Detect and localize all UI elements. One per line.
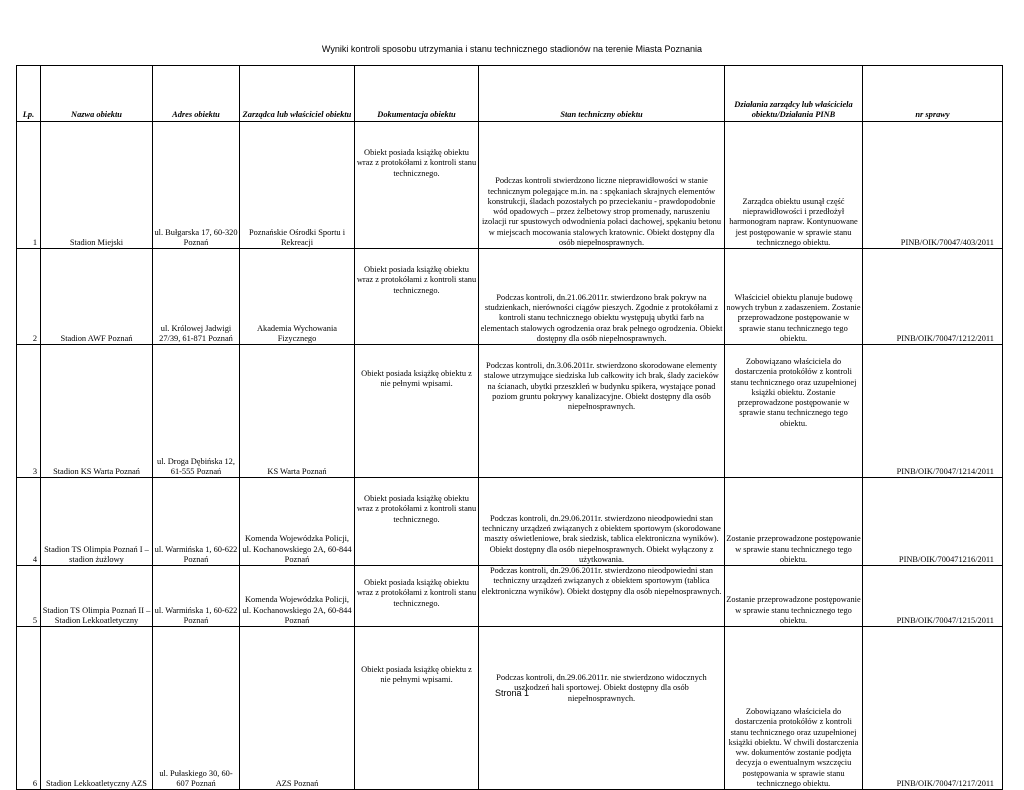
cell-actions: Zobowiązano właściciela do dostarczenia protokółów z kontroli stanu technicznego oraz uzupełnionej książki obiektu. Zostanie przeprowadzone postępowanie w sprawie stanu technicznego tego obiektu. <box>725 345 863 478</box>
cell-state: Podczas kontroli, dn.29.06.2011r. nie stwierdzono widocznych uszkodzeń hali sportowej. Obiekt dostępny dla osób niepełnosprawnych. <box>479 627 725 790</box>
table-row <box>17 627 1003 790</box>
cell-docs: Obiekt posiada książkę obiektu wraz z protokółami z kontroli stanu technicznego. <box>355 249 479 345</box>
cell-address: ul. Bułgarska 17, 60-320 Poznań <box>153 122 240 249</box>
cell-address: ul. Królowej Jadwigi 27/39, 61-871 Poznań <box>153 249 240 345</box>
cell-state: Podczas kontroli stwierdzono liczne nieprawidłowości w stanie technicznym polegające m.in. na : spękaniach skrajnych elementów konstrukcji, śladach pozostałych po przeciekaniu - prawdopodobnie wód opadowych – przez żelbetowy strop promenady, naruszeniu izolacji rur spustowych odwodnienia połaci dachowej, spękaniu betonu w miejscach mocowania stalowych kratownic. Obiekt dostępny dla osób niepełnosprawnych. <box>479 122 725 249</box>
cell-address: ul. Droga Dębińska 12, 61-555 Poznań <box>153 345 240 478</box>
cell-actions: Zostanie przeprowadzone postępowanie w sprawie stanu technicznego tego obiektu. <box>725 566 863 627</box>
cell-address: ul. Warmińska 1, 60-622 Poznań <box>153 566 240 627</box>
cell-case: PINB/OIK/70047/1215/2011 <box>863 566 1003 627</box>
cell-lp: 1 <box>17 122 41 249</box>
page-footer: Strona 1 <box>494 688 530 698</box>
cell-name: Stadion TS Olimpia Poznań I – stadion żużlowy <box>41 478 153 566</box>
table-header-row <box>17 66 1003 122</box>
cell-manager: KS Warta Poznań <box>240 345 355 478</box>
header-state: Stan techniczny obiektu <box>479 66 725 122</box>
cell-name: Stadion TS Olimpia Poznań II – Stadion Lekkoatletyczny <box>41 566 153 627</box>
inspection-table <box>16 65 1003 790</box>
cell-lp: 5 <box>17 566 41 627</box>
cell-actions: Zarządca obiektu usunął część nieprawidłowości i przedłożył harmonogram napraw. Kontynuowane jest postępowanie w sprawie stanu technicznego obiektu. <box>725 122 863 249</box>
cell-state: Podczas kontroli, dn.21.06.2011r. stwierdzono brak pokryw na studzienkach, nierówności ciągów pieszych. Zgodnie z protokółami z kontroli stanu technicznego obiektu występują ubytki farb na elementach stalowych ogrodzenia oraz brak pełnego ogrodzenia. Obiekt dostępny dla osób niepełnosprawnych. <box>479 249 725 345</box>
cell-case: PINB/OIK/70047/1217/2011 <box>863 627 1003 790</box>
cell-lp: 4 <box>17 478 41 566</box>
cell-case: PINB/OIK/70047/403/2011 <box>863 122 1003 249</box>
table-row <box>17 345 1003 478</box>
cell-case: PINB/OIK/70047/1212/2011 <box>863 249 1003 345</box>
table-row <box>17 478 1003 566</box>
cell-lp: 6 <box>17 627 41 790</box>
cell-actions: Zobowiązano właściciela do dostarczenia protokółów z kontroli stanu technicznego oraz uzupełnionej książki obiektu. W chwili dostarczenia ww. dokumentów zostanie podjęta decyzja o ewentualnym wszczęciu postępowania w sprawie stanu technicznego obiektu. <box>725 627 863 790</box>
cell-state: Podczas kontroli, dn.3.06.2011r. stwierdzono skorodowane elementy stalowe utrzymujące siedziska lub całkowity ich brak, ślady zacieków na ścianach, ubytki przeszkleń w budynku spikera, wystające ponad poziom gruntu pokrywy kanalizacyjne. Obiekt dostępny dla osób niepełnosprawnych. <box>479 345 725 478</box>
page-title: Wyniki kontroli sposobu utrzymania i stanu technicznego stadionów na terenie Miasta Poznania <box>321 44 703 54</box>
cell-lp: 2 <box>17 249 41 345</box>
cell-address: ul. Warmińska 1, 60-622 Poznań <box>153 478 240 566</box>
header-name: Nazwa obiektu <box>41 66 153 122</box>
cell-docs: Obiekt posiada książkę obiektu z nie pełnymi wpisami. <box>355 627 479 790</box>
cell-manager: Akademia Wychowania Fizycznego <box>240 249 355 345</box>
cell-name: Stadion Miejski <box>41 122 153 249</box>
header-docs: Dokumentacja obiektu <box>355 66 479 122</box>
cell-state: Podczas kontroli, dn.29.06.2011r. stwierdzono nieodpowiedni stan techniczny urządzeń związanych z obiektem sportowym (skorodowane maszty oświetleniowe, brak siedzisk, tablica elektroniczna wyników). Obiekt dostępny dla osób niepełnosprawnych. Obiekt wyłączony z użytkowania. <box>479 478 725 566</box>
table-row <box>17 566 1003 627</box>
cell-docs: Obiekt posiada książkę obiektu wraz z protokółami z kontroli stanu technicznego. <box>355 566 479 627</box>
table-row <box>17 122 1003 249</box>
cell-docs: Obiekt posiada książkę obiektu z nie pełnymi wpisami. <box>355 345 479 478</box>
cell-docs: Obiekt posiada książkę obiektu wraz z protokółami z kontroli stanu technicznego. <box>355 122 479 249</box>
header-manager: Zarządca lub właściciel obiektu <box>240 66 355 122</box>
cell-state: Podczas kontroli, dn.29.06.2011r. stwierdzono nieodpowiedni stan techniczny urządzeń związanych z obiektem sportowym (tablica elektroniczna wyników). Obiekt dostępny dla osób niepełnosprawnych. <box>479 566 725 627</box>
cell-manager: Komenda Wojewódzka Policji, ul. Kochanowskiego 2A, 60-844 Poznań <box>240 478 355 566</box>
table-row <box>17 249 1003 345</box>
cell-lp: 3 <box>17 345 41 478</box>
cell-name: Stadion Lekkoatletyczny AZS <box>41 627 153 790</box>
cell-manager: AZS Poznań <box>240 627 355 790</box>
cell-manager: Komenda Wojewódzka Policji, ul. Kochanowskiego 2A, 60-844 Poznań <box>240 566 355 627</box>
header-address: Adres obiektu <box>153 66 240 122</box>
header-actions: Działania zarządcy lub właściciela obiektu/Działania PINB <box>725 66 863 122</box>
cell-name: Stadion KS Warta Poznań <box>41 345 153 478</box>
cell-actions: Zostanie przeprowadzone postępowanie w sprawie stanu technicznego tego obiektu. <box>725 478 863 566</box>
cell-manager: Poznańskie Ośrodki Sportu i Rekreacji <box>240 122 355 249</box>
cell-name: Stadion AWF Poznań <box>41 249 153 345</box>
cell-actions: Właściciel obiektu planuje budowę nowych trybun z zadaszeniem. Zostanie przeprowadzone postępowanie w sprawie stanu technicznego tego obiektu. <box>725 249 863 345</box>
cell-case: PINB/OIK/700471216/2011 <box>863 478 1003 566</box>
cell-docs: Obiekt posiada książkę obiektu wraz z protokółami z kontroli stanu technicznego. <box>355 478 479 566</box>
cell-address: ul. Pułaskiego 30, 60-607 Poznań <box>153 627 240 790</box>
header-lp: Lp. <box>17 66 41 122</box>
header-case: nr sprawy <box>863 66 1003 122</box>
cell-case: PINB/OIK/70047/1214/2011 <box>863 345 1003 478</box>
